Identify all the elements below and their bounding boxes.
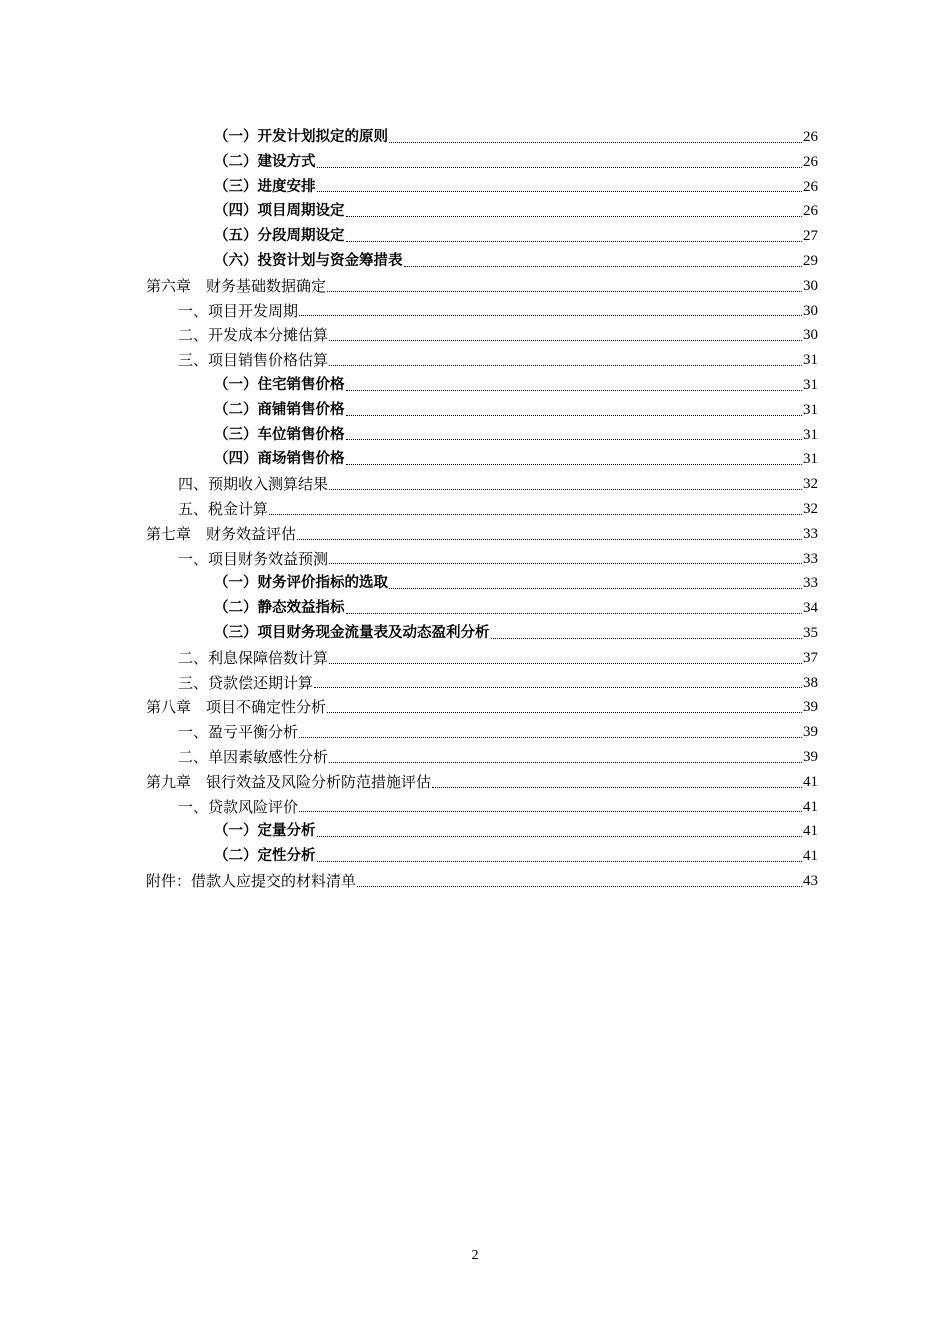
toc-dot-leader [329,562,802,564]
toc-entry-title: 一、项目开发周期 [178,301,299,320]
toc-entry-title: （五）分段周期设定 [214,228,345,245]
toc-dot-leader [299,810,802,812]
toc-entry[interactable] [146,447,818,472]
toc-dot-leader [317,166,803,168]
toc-entry[interactable] [146,770,818,795]
toc-entry-page: 31 [803,401,818,418]
toc-entry-page: 33 [803,575,818,592]
toc-entry-page: 26 [803,178,818,195]
toc-entry-page: 39 [803,748,818,765]
toc-entry[interactable] [146,274,818,299]
page-number: 2 [471,1248,479,1263]
toc-entry[interactable] [146,745,818,770]
toc-entry-title: （六）投资计划与资金筹措表 [214,252,403,269]
toc-dot-leader [389,587,802,589]
toc-entry-title: 第八章 项目不确定性分析 [146,698,327,717]
toc-entry[interactable] [146,695,818,720]
toc-dot-leader [317,835,803,837]
toc-entry-title: 二、开发成本分摊估算 [178,326,329,345]
toc-entry-page: 30 [803,302,818,319]
toc-entry-page: 26 [803,203,818,220]
table-of-contents [146,125,818,894]
toc-entry-title: （二）定性分析 [214,848,316,865]
toc-entry-page: 31 [803,376,818,393]
toc-entry-page: 31 [803,352,818,369]
toc-entry[interactable] [146,795,818,820]
toc-entry-title: （一）定量分析 [214,823,316,840]
toc-entry-page: 39 [803,724,818,741]
toc-entry-page: 26 [803,153,818,170]
toc-entry-page: 34 [803,600,818,617]
toc-entry-title: （四）商场销售价格 [214,451,345,468]
toc-entry-page: 32 [803,500,818,517]
toc-entry-title: （三）进度安排 [214,178,316,195]
toc-entry[interactable] [146,596,818,621]
toc-entry[interactable] [146,720,818,745]
toc-entry-title: 二、单因素敏感性分析 [178,747,329,766]
toc-entry-title: 二、利息保障倍数计算 [178,648,329,667]
toc-dot-leader [346,612,803,614]
toc-entry-title: 四、预期收入测算结果 [178,475,329,494]
toc-entry-title: （四）项目周期设定 [214,203,345,220]
toc-entry[interactable] [146,125,818,150]
toc-entry-title: 第六章 财务基础数据确定 [146,276,327,295]
toc-entry[interactable] [146,646,818,671]
toc-entry-title: 一、贷款风险评价 [178,797,299,816]
toc-entry[interactable] [146,199,818,224]
toc-dot-leader [346,215,803,217]
toc-dot-leader [346,463,803,465]
toc-entry-page: 39 [803,699,818,716]
toc-entry-page: 41 [803,773,818,790]
toc-entry[interactable] [146,175,818,200]
toc-entry-title: 第七章 财务效益评估 [146,524,297,543]
toc-entry[interactable] [146,299,818,324]
toc-entry-page: 30 [803,327,818,344]
toc-dot-leader [329,662,802,664]
toc-entry[interactable] [146,348,818,373]
toc-entry-page: 41 [803,823,818,840]
toc-entry-title: 附件：借款人应提交的材料清单 [146,871,357,890]
toc-entry-title: 五、税金计算 [178,499,269,518]
toc-entry-title: 第九章 银行效益及风险分析防范措施评估 [146,772,432,791]
toc-entry-title: （一）开发计划拟定的原则 [214,129,388,145]
toc-dot-leader [346,438,803,440]
toc-dot-leader [329,761,802,763]
toc-entry-page: 29 [803,252,818,269]
toc-dot-leader [329,364,802,366]
toc-dot-leader [327,290,802,292]
toc-entry-page: 33 [803,525,818,542]
toc-dot-leader [346,414,803,416]
toc-entry-title: （三）项目财务现金流量表及动态盈利分析 [214,624,490,641]
toc-entry[interactable] [146,522,818,547]
toc-entry[interactable] [146,423,818,448]
toc-dot-leader [317,190,803,192]
toc-entry[interactable] [146,249,818,274]
toc-entry-title: 一、盈亏平衡分析 [178,723,299,742]
toc-entry[interactable] [146,150,818,175]
toc-dot-leader [389,141,802,143]
toc-entry-page: 41 [803,848,818,865]
toc-entry-page: 32 [803,476,818,493]
toc-entry-title: （三）车位销售价格 [214,426,345,443]
toc-entry-page: 27 [803,228,818,245]
toc-dot-leader [327,711,802,713]
toc-dot-leader [317,860,803,862]
toc-entry-page: 30 [803,277,818,294]
toc-dot-leader [346,389,803,391]
toc-dot-leader [346,240,803,242]
toc-entry[interactable] [146,547,818,572]
toc-dot-leader [299,314,802,316]
toc-entry-page: 31 [803,451,818,468]
toc-entry[interactable] [146,819,818,844]
toc-entry[interactable] [146,323,818,348]
toc-entry-title: （一）住宅销售价格 [214,376,345,393]
toc-entry-page: 41 [803,798,818,815]
toc-entry-title: （二）建设方式 [214,153,316,170]
toc-entry[interactable] [146,671,818,696]
toc-entry-page: 26 [803,129,818,145]
toc-entry[interactable] [146,844,818,869]
toc-dot-leader [297,538,802,540]
toc-entry-page: 35 [803,624,818,641]
toc-entry-title: 三、贷款偿还期计算 [178,673,314,692]
toc-entry-page: 43 [803,872,818,889]
toc-dot-leader [357,885,802,887]
toc-entry-title: （一）财务评价指标的选取 [214,575,388,592]
toc-dot-leader [299,736,802,738]
toc-entry[interactable] [146,497,818,522]
toc-entry[interactable] [146,398,818,423]
toc-entry-title: 三、项目销售价格估算 [178,351,329,370]
toc-entry-page: 38 [803,674,818,691]
toc-dot-leader [432,786,802,788]
toc-dot-leader [491,637,803,639]
toc-entry[interactable] [146,373,818,398]
toc-entry-title: （二）商铺销售价格 [214,401,345,418]
toc-entry-page: 33 [803,550,818,567]
toc-dot-leader [314,686,802,688]
toc-entry[interactable] [146,224,818,249]
toc-entry-title: 一、项目财务效益预测 [178,549,329,568]
toc-entry-page: 31 [803,426,818,443]
toc-entry[interactable] [146,472,818,497]
toc-dot-leader [269,513,802,515]
toc-entry[interactable] [146,869,818,894]
toc-dot-leader [329,339,802,341]
toc-entry[interactable] [146,571,818,596]
toc-entry[interactable] [146,621,818,646]
toc-entry-title: （二）静态效益指标 [214,600,345,617]
toc-dot-leader [329,488,802,490]
toc-entry-page: 37 [803,649,818,666]
toc-dot-leader [404,265,803,267]
